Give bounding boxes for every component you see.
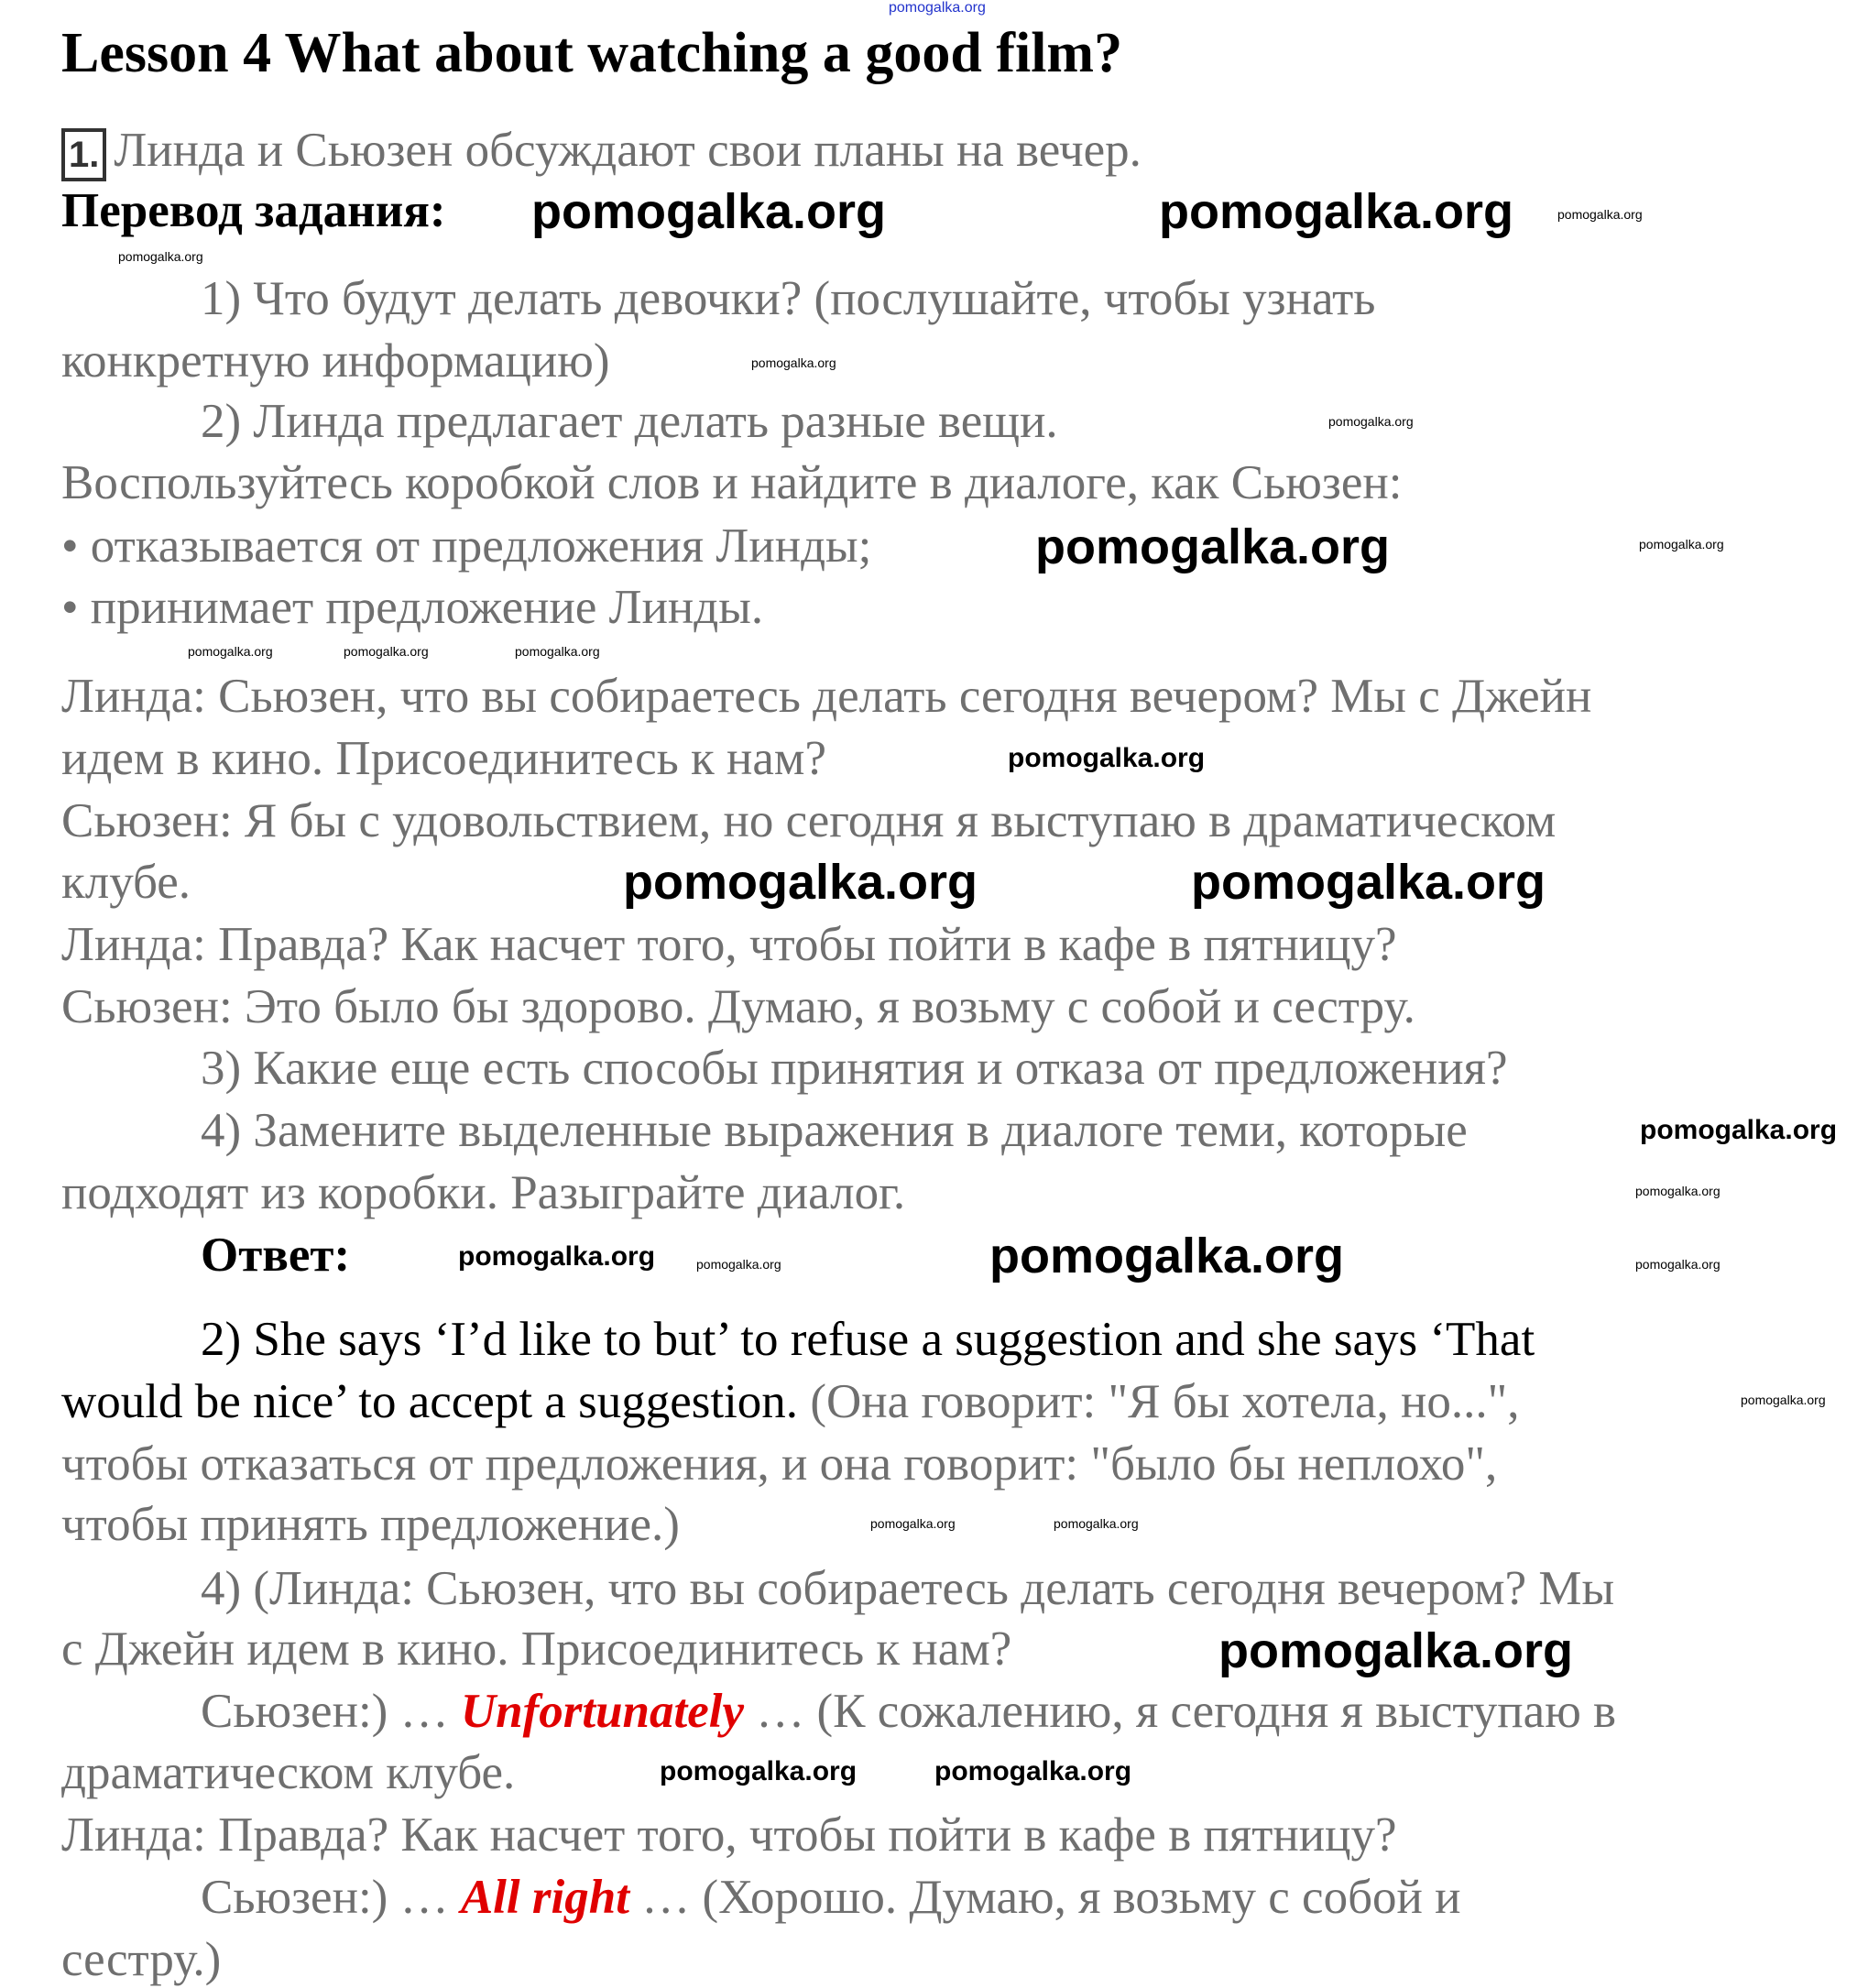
dialogue-line: клубе. <box>61 856 191 909</box>
task-line: конкретную информацию) <box>61 334 610 388</box>
dialogue-line: Линда: Сьюзен, что вы собираетесь делать сегодня вечером? Мы с Джейн <box>61 670 1592 723</box>
answer-line <box>61 1373 1519 1430</box>
answer-en: would be nice’ to accept a suggestion. <box>61 1375 799 1428</box>
watermark: pomogalka.org <box>1635 1184 1721 1198</box>
exercise-intro <box>61 122 1142 179</box>
answer-pre: Сьюзен:) … <box>201 1685 461 1738</box>
dialogue-line: Линда: Правда? Как насчет того, чтобы пойти в кафе в пятницу? <box>61 918 1397 971</box>
answer-post: … (К сожалению, я сегодня я выступаю в <box>744 1685 1617 1738</box>
watermark: pomogalka.org <box>1035 519 1391 574</box>
watermark: pomogalka.org <box>1054 1516 1139 1531</box>
translation-heading: Перевод задания: <box>61 184 446 237</box>
exercise-number: 1. <box>61 128 106 181</box>
dialogue-line: Сьюзен: Это было бы здорово. Думаю, я возьму с собой и сестру. <box>61 980 1415 1033</box>
task-line: 1) Что будут делать девочки? (послушайте, чтобы узнать <box>201 272 1376 325</box>
watermark: pomogalka.org <box>934 1756 1132 1786</box>
watermark: pomogalka.org <box>1328 414 1414 429</box>
watermark: pomogalka.org <box>1640 1115 1838 1145</box>
watermark: pomogalka.org <box>1557 207 1643 222</box>
page-title: Lesson 4 What about watching a good film? <box>61 22 1123 84</box>
watermark: pomogalka.org <box>989 1229 1345 1283</box>
task-line: подходят из коробки. Разыграйте диалог. <box>61 1166 906 1219</box>
answer-line: Линда: Правда? Как насчет того, чтобы пойти в кафе в пятницу? <box>61 1808 1397 1862</box>
task-line: 4) Замените выделенные выражения в диалоге теми, которые <box>201 1104 1468 1157</box>
watermark-top: pomogalka.org <box>889 0 986 16</box>
task-line: 2) Линда предлагает делать разные вещи. <box>201 395 1058 448</box>
answer-pre: Сьюзен:) … <box>201 1871 461 1924</box>
watermark: pomogalka.org <box>1191 855 1546 910</box>
answer-heading: Ответ: <box>201 1229 351 1282</box>
highlight-unfortunately: Unfortunately <box>460 1685 745 1738</box>
watermark: pomogalka.org <box>1218 1623 1574 1678</box>
dialogue-line: идем в кино. Присоединитесь к нам? <box>61 732 826 785</box>
watermark: pomogalka.org <box>1159 184 1514 239</box>
answer-line: чтобы принять предложение.) <box>61 1498 680 1551</box>
answer-line: чтобы отказаться от предложения, и она говорит: "было бы неплохо", <box>61 1437 1498 1491</box>
dialogue-line: Сьюзен: Я бы с удовольствием, но сегодня я выступаю в драматическом <box>61 794 1557 847</box>
watermark: pomogalka.org <box>188 644 273 659</box>
watermark: pomogalka.org <box>1741 1393 1826 1407</box>
answer-line <box>201 1683 1616 1740</box>
watermark: pomogalka.org <box>660 1756 858 1786</box>
watermark: pomogalka.org <box>458 1241 656 1272</box>
answer-ru: (Она говорит: "Я бы хотела, но...", <box>798 1375 1520 1428</box>
watermark: pomogalka.org <box>1635 1257 1721 1272</box>
answer-line: сестру.) <box>61 1933 222 1986</box>
intro-text: Линда и Сьюзен обсуждают свои планы на вечер. <box>114 124 1142 177</box>
watermark: pomogalka.org <box>531 184 887 239</box>
answer-line <box>201 1869 1461 1926</box>
watermark: pomogalka.org <box>515 644 600 659</box>
task-line: 3) Какие еще есть способы принятия и отказа от предложения? <box>201 1042 1508 1095</box>
task-line: Воспользуйтесь коробкой слов и найдите в диалоге, как Сьюзен: <box>61 456 1403 509</box>
answer-line: 2) She says ‘I’d like to but’ to refuse a suggestion and she says ‘That <box>201 1313 1535 1366</box>
answer-line: с Джейн идем в кино. Присоединитесь к нам? <box>61 1622 1012 1676</box>
answer-post: … (Хорошо. Думаю, я возьму с собой и <box>628 1871 1461 1924</box>
watermark: pomogalka.org <box>870 1516 956 1531</box>
answer-line: драматическом клубе. <box>61 1746 516 1799</box>
watermark: pomogalka.org <box>751 355 836 370</box>
watermark: pomogalka.org <box>696 1257 781 1272</box>
answer-line: 4) (Линда: Сьюзен, что вы собираетесь делать сегодня вечером? Мы <box>201 1562 1615 1615</box>
watermark: pomogalka.org <box>1008 743 1206 773</box>
watermark: pomogalka.org <box>118 249 203 264</box>
watermark: pomogalka.org <box>344 644 429 659</box>
task-line: • отказывается от предложения Линды; <box>61 519 872 573</box>
watermark: pomogalka.org <box>623 855 978 910</box>
watermark: pomogalka.org <box>1639 537 1724 552</box>
task-line: • принимает предложение Линды. <box>61 581 764 634</box>
highlight-all-right: All right <box>460 1871 629 1924</box>
